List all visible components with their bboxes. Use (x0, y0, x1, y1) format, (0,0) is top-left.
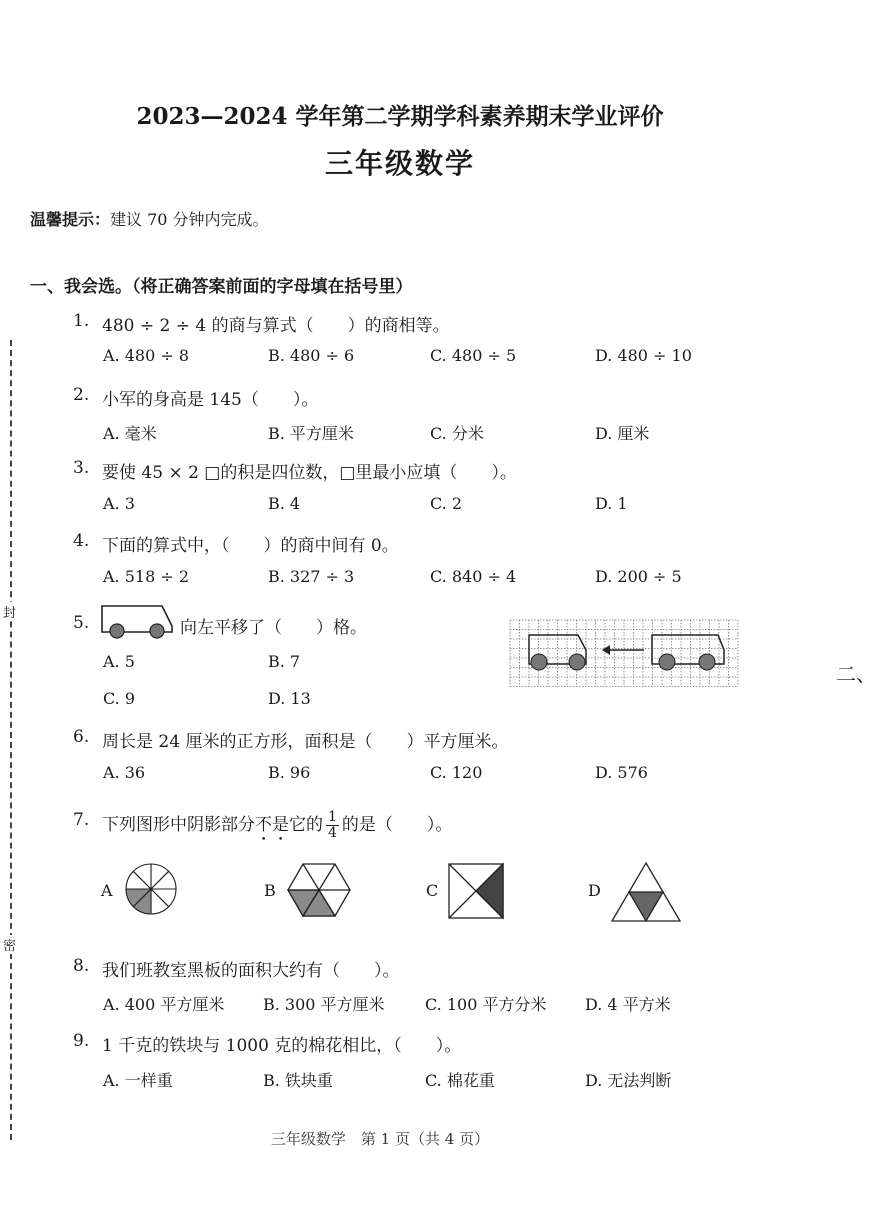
option-d: D. 200 ÷ 5 (595, 567, 682, 586)
binding-dashed-line (10, 340, 12, 1140)
option-d: D. 1 (595, 494, 628, 513)
option-b: B. 铁块重 (263, 1071, 333, 1090)
question-number: 7. (73, 810, 90, 830)
option-c: C. 840 ÷ 4 (430, 567, 517, 586)
question-text: 下面的算式中，（ ）的商中间有 0。 (102, 536, 399, 556)
option-d: D (588, 881, 601, 900)
square-figure (448, 863, 504, 919)
option-d: D. 4 平方米 (585, 995, 671, 1014)
binding-char-secret: 密 (3, 935, 16, 954)
binding-char-seal: 封 (3, 602, 16, 621)
option-c: C. 120 (430, 763, 483, 782)
question-text: 小军的身高是 145（ ）。 (102, 390, 319, 410)
option-a: A. 400 平方厘米 (103, 995, 225, 1014)
option-d: D. 576 (595, 763, 648, 782)
option-c: C. 分米 (430, 424, 484, 443)
option-d: D. 厘米 (595, 424, 650, 443)
option-b: B. 480 ÷ 6 (268, 346, 355, 365)
option-a: A. 毫米 (103, 424, 157, 443)
hexagon-figure (286, 860, 352, 920)
option-d: D. 无法判断 (585, 1071, 672, 1090)
option-c: C. 2 (430, 494, 463, 513)
fraction-numerator: 1 (328, 809, 337, 825)
option-b: B (264, 881, 276, 900)
q7-text-mid: 它的 (289, 815, 323, 835)
car-right-icon (652, 635, 724, 670)
option-b: B. 4 (268, 494, 301, 513)
option-c: C. 100 平方分米 (425, 995, 547, 1014)
triangle-figure (610, 861, 682, 923)
option-c: C. 棉花重 (425, 1071, 495, 1090)
question-number: 2. (73, 385, 90, 405)
fraction-denominator: 4 (328, 825, 337, 841)
q7-text-before: 下列图形中阴影部分 (102, 815, 255, 835)
option-d: D. 13 (268, 689, 311, 708)
question-number: 4. (73, 531, 90, 551)
option-a: A. 一样重 (103, 1071, 173, 1090)
exam-title: 2023—2024 学年第二学期学科素养期末学业评价 (136, 103, 664, 130)
option-d: D. 480 ÷ 10 (595, 346, 692, 365)
question-text: 480 ÷ 2 ÷ 4 的商与算式（ ）的商相等。 (102, 316, 450, 336)
next-section-fragment: 二、 (836, 662, 876, 686)
option-b: B. 96 (268, 763, 311, 782)
option-a: A. 36 (103, 763, 146, 782)
option-a: A. 480 ÷ 8 (103, 346, 190, 365)
option-c: C (426, 881, 439, 900)
page-footer: 三年级数学 第 1 页（共 4 页） (270, 1130, 490, 1148)
q7-emphasis: 不是 (255, 815, 289, 835)
option-a: A. 3 (103, 494, 135, 513)
circle-sectors (126, 864, 176, 914)
question-number: 9. (73, 1031, 90, 1051)
option-b: B. 327 ÷ 3 (268, 567, 355, 586)
circle-eighths-figure (124, 862, 178, 916)
car-icon (100, 604, 176, 640)
question-number: 1. (73, 311, 90, 331)
question-text: 要使 45 × 2 □的积是四位数，□里最小应填（ ）。 (102, 463, 517, 483)
question-number: 6. (73, 727, 90, 747)
fraction (326, 810, 339, 841)
left-arrow-icon (602, 645, 644, 655)
tip-label: 温馨提示： (30, 210, 111, 229)
option-b: B. 300 平方厘米 (263, 995, 385, 1014)
option-b: B. 7 (268, 652, 301, 671)
question-text: 周长是 24 厘米的正方形，面积是（ ）平方厘米。 (102, 732, 509, 752)
question-number: 3. (73, 458, 90, 478)
tip-text: 建议 70 分钟内完成。 (110, 210, 269, 229)
translation-grid-figure (510, 620, 738, 692)
exam-subtitle: 三年级数学 (324, 147, 475, 180)
grid-lines (510, 620, 738, 687)
option-c: C. 9 (103, 689, 136, 708)
option-a: A. 5 (103, 652, 135, 671)
q7-text-after: 的是（ ）。 (341, 815, 453, 835)
section-heading: 一、我会选。（将正确答案前面的字母填在括号里） (30, 277, 413, 297)
question-number: 8. (73, 956, 90, 976)
option-a: A. 518 ÷ 2 (103, 567, 190, 586)
question-text (102, 810, 452, 845)
question-number: 5. (73, 613, 90, 633)
car-left-icon (529, 635, 586, 670)
option-a: A (101, 881, 113, 900)
option-c: C. 480 ÷ 5 (430, 346, 517, 365)
question-text: 我们班教室黑板的面积大约有（ ）。 (102, 961, 400, 981)
option-b: B. 平方厘米 (268, 424, 354, 443)
question-text: 1 千克的铁块与 1000 克的棉花相比，（ ）。 (102, 1036, 462, 1056)
question-text: 向左平移了（ ）格。 (180, 618, 367, 638)
tip-line (30, 207, 269, 230)
